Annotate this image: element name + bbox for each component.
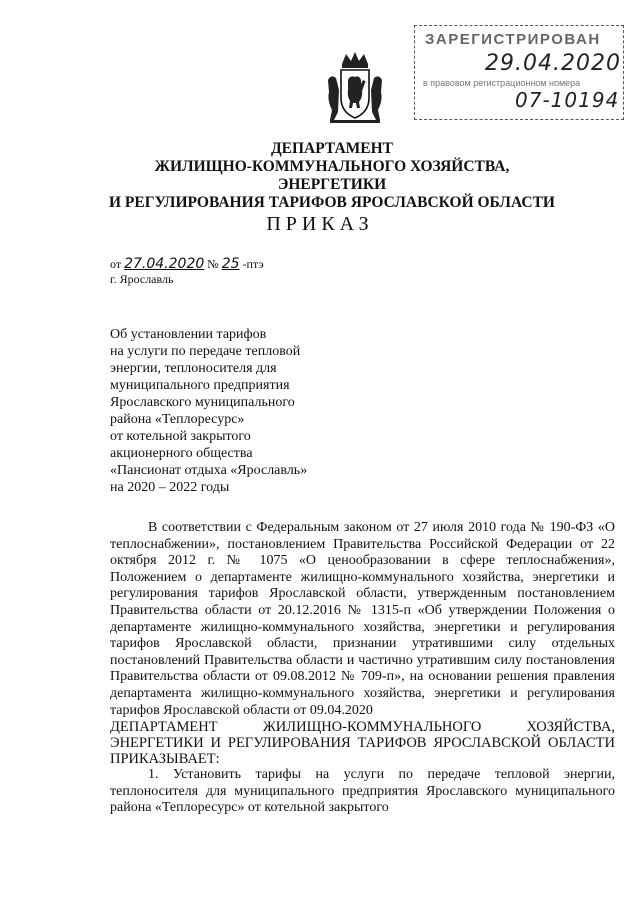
subject-line: «Пансионат отдыха «Ярославль» (110, 463, 308, 478)
order-number: 25 (221, 256, 240, 272)
stamp-date: 29.04.2020 (485, 51, 621, 76)
subject-line: на услуги по передаче тепловой (110, 344, 301, 359)
subject-line: муниципального предприятия (110, 378, 290, 393)
department-line: ДЕПАРТАМЕНТ (270, 140, 394, 157)
order-date: 27.04.2020 (124, 256, 205, 272)
subject-line: от котельной закрытого (110, 429, 251, 444)
subject-line: акционерного общества (110, 446, 253, 461)
coat-of-arms-icon (324, 50, 386, 128)
stamp-title: ЗАРЕГИСТРИРОВАН (425, 31, 601, 48)
order-line (110, 256, 264, 272)
subject-line: энергии, теплоносителя для (110, 361, 277, 376)
order-date-prefix: от (110, 257, 122, 271)
decree-paragraph: ДЕПАРТАМЕНТ ЖИЛИЩНО-КОММУНАЛЬНОГО ХОЗЯЙСТВА, ЭНЕРГЕТИКИ И РЕГУЛИРОВАНИЯ ТАРИФОВ ЯРОСЛАВСКОЙ ОБЛАСТИ ПРИКАЗЫВАЕТ: (110, 719, 615, 768)
order-number-label: № (207, 257, 219, 271)
order-city: г. Ярославль (110, 272, 174, 286)
preamble-paragraph: В соответствии с Федеральным законом от 27 июля 2010 года № 190-ФЗ «О теплоснабжении», постановлением Правительства Российской Федерации от 22 октября 2012 г. № 1075 «О ценообразовании в сфере теплоснабжения», Положением о департаменте жилищно-коммунального хозяйства, энергетики и регулирования тарифов Ярославской области, утвержденным постановлением Правительства области от 20.12.2016 № 1315-п «Об утверждении Положения о департаменте жилищно-коммунального хозяйства, энергетики и регулирования тарифов Ярославской области, признании утратившими силу отдельных постановлений Правительства области и частично утратившим силу постановления Правительства области от 09.08.2012 № 709-п», на основании решения правления департамента жилищно-коммунального хозяйства, энергетики и регулирования тарифов Ярославской области от 09.04.2020 (110, 520, 615, 718)
stamp-caption: в правовом регистрационном номера (423, 78, 581, 88)
subject-line: Об установлении тарифов (110, 327, 267, 342)
order-body (110, 520, 615, 817)
order-title: ПРИКАЗ (266, 213, 374, 235)
department-line: ЖИЛИЩНО-КОММУНАЛЬНОГО ХОЗЯЙСТВА, ЭНЕРГЕТИКИ (154, 158, 510, 193)
order-subject (110, 326, 360, 496)
department-line: И РЕГУЛИРОВАНИЯ ТАРИФОВ ЯРОСЛАВСКОЙ ОБЛАСТИ (109, 194, 555, 211)
order-number-suffix: -птэ (242, 257, 264, 271)
subject-line: на 2020 – 2022 годы (110, 480, 230, 495)
subject-line: района «Теплоресурс» (110, 412, 245, 427)
registration-stamp (414, 25, 624, 120)
department-heading (100, 140, 564, 212)
item-1-paragraph: 1. Установить тарифы на услуги по передаче тепловой энергии, теплоносителя для муниципального предприятия Ярославского муниципального района «Теплоресурс» от котельной закрытого (110, 767, 615, 816)
stamp-number: 07-10194 (515, 88, 620, 112)
subject-line: Ярославского муниципального (110, 395, 295, 410)
